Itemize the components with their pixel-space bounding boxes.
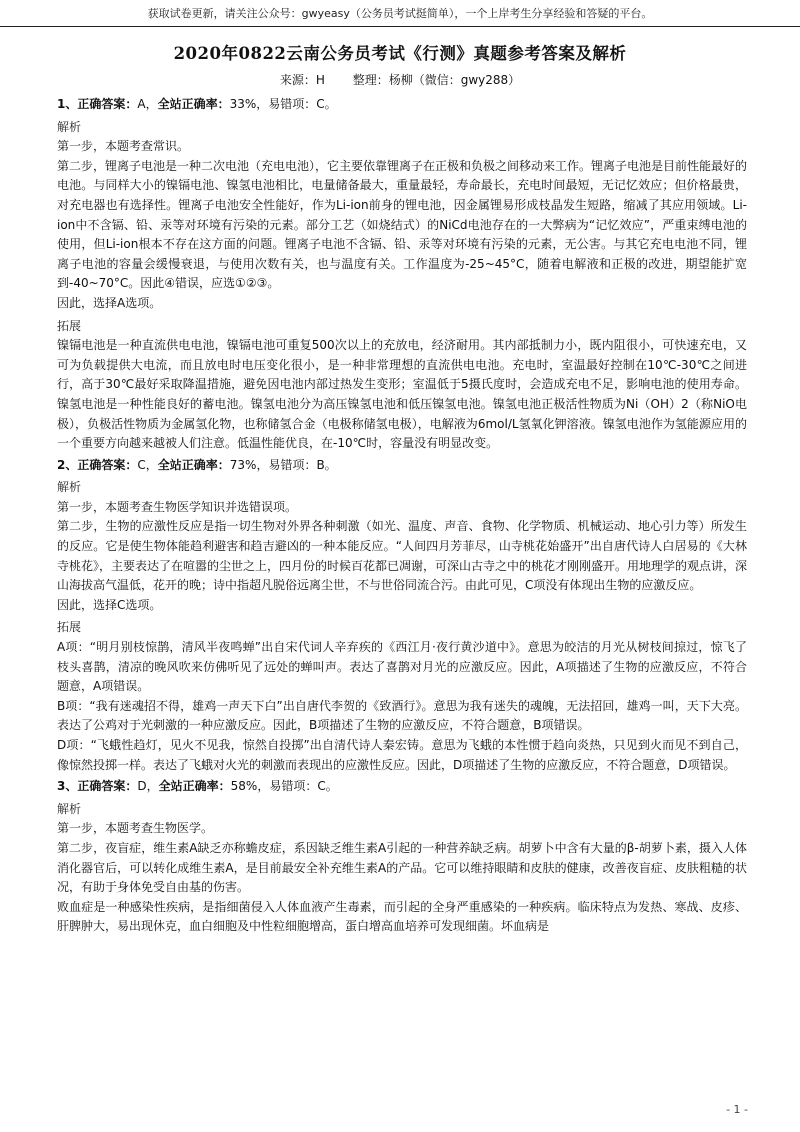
page-number: - 1 - [726,1103,748,1116]
paragraph: 镍镉电池是一种直流供电电池，镍镉电池可重复500次以上的充放电，经济耐用。其内部抵制力小，既内阻很小，可快速充电，又可为负载提供大电流，而且放电时电压变化很小，是一种非常理想的直流供电电池。充电时，室温最好控制在10℃-30℃之间进行，高于30℃最好采取降温措施，避免因电池内部过热发生变形；室温低于5摄氏度时，会造成充电不足，影响电池的使用寿命。镍氢电池是一种性能良好的蓄电池。镍氢电池分为高压镍氢电池和低压镍氢电池。镍氢电池正极活性物质为Ni（OH）2（称NiO电极），负极活性物质为金属氢化物，也称储氢合金（电极称储氢电极），电解液为6mol/L氢氧化钾溶液。镍氢电池作为氢能源应用的一个重要方向越来越被人们注意。低温性能优良，在-10℃时，容量没有明显改变。 [57,338,747,451]
paragraph: 因此，选择C选项。 [57,597,162,612]
extension-heading: 拓展 [57,318,82,333]
question-number: 3、 [57,779,78,794]
paragraph: 第二步，夜盲症，维生素A缺乏亦称蟾皮症，系因缺乏维生素A引起的一种营养缺乏病。胡萝卜中含有大量的β-胡萝卜素，摄入人体消化器官后，可以转化成维生素A，是目前最安全补充维生素A的产品。它可以维持眼睛和皮肤的健康，改善夜盲症、皮肤粗糙的状况，有助于身体免受自由基的伤害。 [57,840,747,895]
paragraph: D项：“飞蛾性趋灯，见火不见我，惊然自投掷”出自清代诗人秦宏铸。意思为飞蛾的本性惯于趋向炎热，只见到火而见不到自己，像惊然投掷一样。表达了飞蛾对火光的刺激而表现出的应激性反应。因此，D项描述了生物的应激反应，不符合题意，D项错误。 [57,738,747,772]
paragraph: 第一步，本题考查常识。 [57,139,190,154]
answer-stats: 33%，易错项：C。 [229,97,337,111]
question-number: 1、 [57,97,78,111]
answer-value: A， [137,97,158,111]
paragraph: 第一步，本题考查生物医学知识并选错误项。 [57,499,298,514]
document-body [57,93,747,937]
answer-value: C， [137,457,158,472]
rate-label: 全站正确率： [158,779,231,794]
answer-label: 正确答案： [77,779,138,794]
byline [0,71,800,88]
paragraph: 第二步，生物的应激性反应是指一切生物对外界各种刺激（如光、温度、声音、食物、化学物质、机械运动、地心引力等）所发生的反应。它是使生物体能趋利避害和趋吉避凶的一种本能反应。“人间四月芳菲尽，山寺桃花始盛开”出自唐代诗人白居易的《大林寺桃花》，主要表达了在喧嚣的尘世之上，四月份的时候百花都已凋谢，可深山古寺之中的桃花才刚刚盛开。用地理学的观点讲，深山海拔高气温低，花开的晚；诗中指超凡脱俗远离尘世，不与世俗同流合污。由此可见，C项没有体现出生物的应激反应。 [57,519,748,593]
answer-label: 正确答案： [77,97,138,111]
analysis-heading: 解析 [57,119,82,134]
answer-line-q3 [57,777,747,797]
question-number: 2、 [57,457,78,472]
extension-heading: 拓展 [57,620,82,635]
answer-stats: 73%，易错项：B。 [229,457,337,472]
analysis-heading: 解析 [57,480,82,495]
page-title: 2020年0822云南公务员考试《行测》真题参考答案及解析 [173,44,627,63]
paragraph: 败血症是一种感染性疾病，是指细菌侵入人体血液产生毒素，而引起的全身严重感染的一种疾病。临床特点为发热、寒战、皮疹、肝脾肿大，易出现休克，血白细胞及中性粒细胞增高，蛋白增高血培养可发现细菌。坏血病是 [57,899,747,934]
analysis-heading: 解析 [57,801,82,816]
paragraph: A项：“明月别枝惊鹊，清风半夜鸣蝉”出自宋代词人辛弃疾的《西江月·夜行黄沙道中》。意思为皎洁的月光从树枝间掠过，惊飞了枝头喜鹊，清凉的晚风吹来仿佛听见了远处的蝉叫声。表达了喜鹊对月光的应激反应。因此，A项描述了生物的应激反应，不符合题意，A项错误。 [57,640,747,694]
paragraph: 第一步，本题考查生物医学。 [57,821,214,836]
source-text: 来源：H [279,73,325,87]
answer-line-q1 [57,95,747,115]
rate-label: 全站正确率： [157,457,230,472]
paragraph: 第二步，锂离子电池是一种二次电池（充电电池），它主要依靠锂离子在正极和负极之间移动来工作。锂离子电池是目前性能最好的电池。与同样大小的镍镉电池、镍氢电池相比，电量储备最大，重量最轻，寿命最长，充电时间最短，无记忆效应；但价格最贵，对充电器也有选择性。锂离子电池安全性能好，作为Li-ion前身的锂电池，因金属锂易形成枝晶发生短路，缩减了其应用领域。Li-ion中不含镉、铅、汞等对环境有污染的元素。部分工艺（如烧结式）的NiCd电池存在的一大弊病为“记忆效应”，严重束缚电池的使用，但Li-ion根本不存在这方面的问题。锂离子电池不含镉、铅、汞等对环境有污染的元素，无公害。与其它充电电池不同，锂离子电池的容量会缓慢衰退，与使用次数有关，也与温度有关。工作温度为-25~45°C，随着电解液和正极的改进，期望能扩宽到-40~70°C。因此④错误，应选①②③。 [57,158,748,291]
rate-label: 全站正确率： [157,97,230,111]
paragraph: B项：“我有迷魂招不得，雄鸡一声天下白”出自唐代李贺的《致酒行》。意思为我有迷失的魂魄，无法招回，雄鸡一叫，天下大亮。表达了公鸡对于光刺激的一种应激反应。因此，B项描述了生物的应激反应，不符合题意，B项错误。 [57,698,747,733]
top-banner: 获取试卷更新，请关注公众号：gwyeasy（公务员考试挺简单），一个上岸考生分享经验和答疑的平台。 [0,0,800,27]
answer-value: D， [137,779,159,794]
answer-label: 正确答案： [77,457,138,472]
paragraph: 因此，选择A选项。 [57,295,162,310]
editor-text: 整理：杨柳（微信：gwy288） [352,73,521,87]
answer-stats: 58%，易错项：C。 [230,779,338,794]
answer-line-q2 [57,456,747,476]
